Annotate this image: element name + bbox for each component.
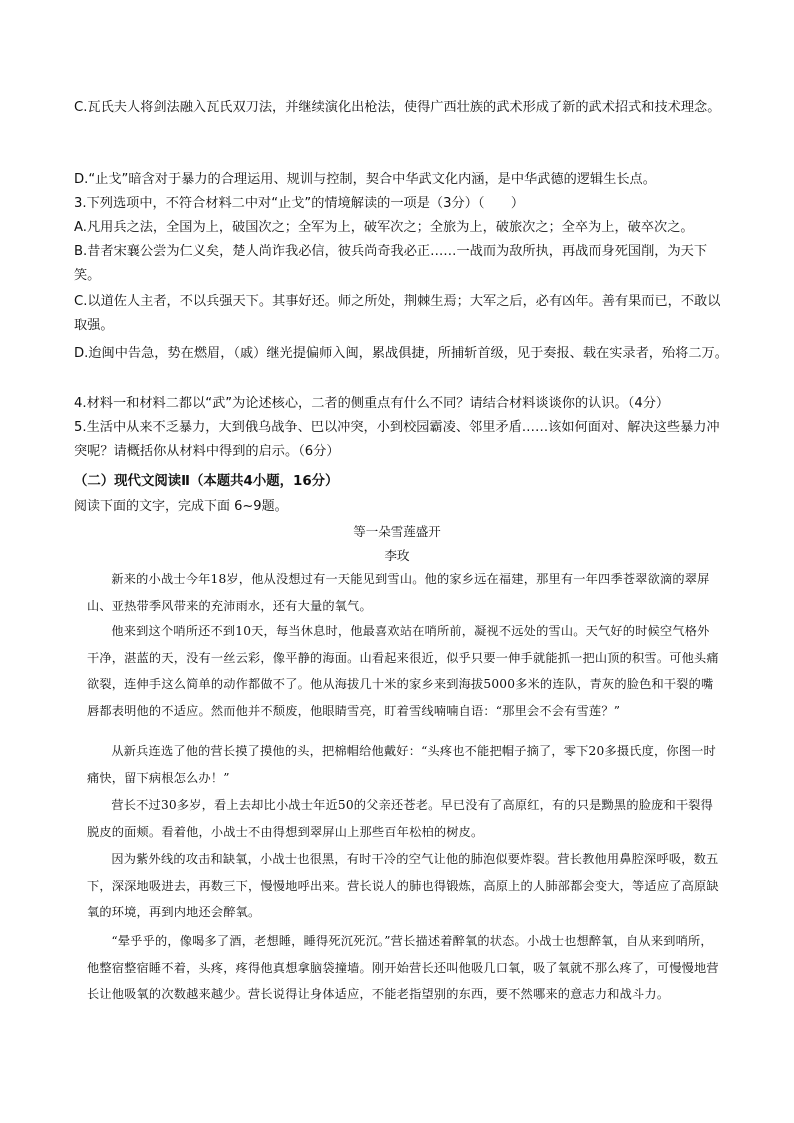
story-paragraph-4: 营长不过30多岁，看上去却比小战士年近50的父亲还苍老。早已没有了高原红，有的只是黝黑的脸庞和干裂得脱皮的面颊。看着他，小战士不由得想到翠屏山上那些百年松柏的树皮。 (87, 798, 714, 839)
question-5: 5.生活中从来不乏暴力，大到俄乌战争、巴以冲突，小到校园霸凌、邻里矛盾……该如何面对、解决这些暴力冲突呢？请概括你从材料中得到的启示。（6分） (74, 420, 720, 459)
question-3-option-c: C.以道佐人主者，不以兵强天下。其事好还。师之所处，荆棘生焉；大军之后，必有凶年。善有果而已，不敢以取强。 (74, 294, 721, 333)
question-3-stem: 3.下列选项中，不符合材料二中对“止戈”的情境解读的一项是（3分）（ ） (74, 196, 525, 211)
story-title: 等一朵雪莲盛开 (353, 524, 441, 539)
story-paragraph-6: “晕乎乎的，像喝多了酒，老想睡，睡得死沉死沉。”营长描述着醉氧的状态。小战士也想醉氧，自从来到哨所，他整宿整宿睡不着，头疼，疼得他真想拿脑袋撞墙。刚开始营长还叫他吸几口氧，吸了氧就不那么疼了，可慢慢地营长让他吸氧的次数越来越少。营长说得让身体适应，不能老指望别的东西，要不然哪来的意志力和战斗力。 (87, 934, 719, 1002)
material-item-d: D.“止戈”暗含对于暴力的合理运用、规训与控制，契合中华武文化内涵，是中华武德的逻辑生长点。 (74, 172, 656, 187)
material-item-c: C.瓦氏夫人将剑法融入瓦氏双刀法，并继续演化出枪法，使得广西壮族的武术形成了新的武术招式和技术理念。 (74, 100, 721, 115)
section-intro: 阅读下面的文字，完成下面 6~9题。 (74, 499, 288, 514)
question-3-option-b: B.昔者宋襄公尝为仁义矣，楚人尚诈我必信，彼兵尚奇我必正……一战而为敌所执，再战而身死国削，为天下笑。 (74, 244, 708, 283)
story-paragraph-2: 他来到这个哨所还不到10天，每当休息时，他最喜欢站在哨所前，凝视不远处的雪山。天气好的时候空气格外干净，湛蓝的天，没有一丝云彩，像平静的海面。山看起来很近，似乎只要一伸手就能抓一把山顶的积雪。可他头痛欲裂，连伸手这么简单的动作都做不了。他从海拔几十米的家乡来到海拔5000多米的连队，青灰的脸色和干裂的嘴唇都表明他的不适应。然而他并不颓废，他眼睛雪亮，盯着雪线喃喃自语：“那里会不会有雪莲？” (87, 624, 719, 719)
section-title: （二）现代文阅读Ⅱ（本题共4小题，16分） (74, 474, 339, 489)
story-paragraph-5: 因为紫外线的攻击和缺氧，小战士也很黑，有时干冷的空气让他的肺泡似要炸裂。营长教他用鼻腔深呼吸，数五下，深深地吸进去，再数三下，慢慢地呼出来。营长说人的肺也得锻炼，高原上的人肺部都会变大，等适应了高原缺氧的环境，再到内地还会醉氧。 (87, 852, 719, 920)
story-author: 李玫 (384, 548, 410, 563)
story-paragraph-3: 从新兵连选了他的营长摸了摸他的头，把棉帽给他戴好：“头疼也不能把帽子摘了，零下20多摄氏度，你图一时痛快，留下病根怎么办！” (87, 744, 716, 785)
question-3-option-d: D.迨闽中告急，势在燃眉，（戚）继光提偏师入闽，累战俱捷，所捕斩首级，见于奏报、载在实录者，殆将二万。 (74, 346, 728, 361)
story-paragraph-1: 新来的小战士今年18岁，他从没想过有一天能见到雪山。他的家乡远在福建，那里有一年四季苍翠欲滴的翠屏山、亚热带季风带来的充沛雨水，还有大量的氧气。 (87, 572, 710, 613)
question-4: 4.材料一和材料二都以“武”为论述核心，二者的侧重点有什么不同？请结合材料谈谈你的认识。（4分） (74, 396, 670, 411)
question-3-option-a: A.凡用兵之法，全国为上，破国次之；全军为上，破军次之；全旅为上，破旅次之；全卒为上，破卒次之。 (74, 220, 694, 235)
